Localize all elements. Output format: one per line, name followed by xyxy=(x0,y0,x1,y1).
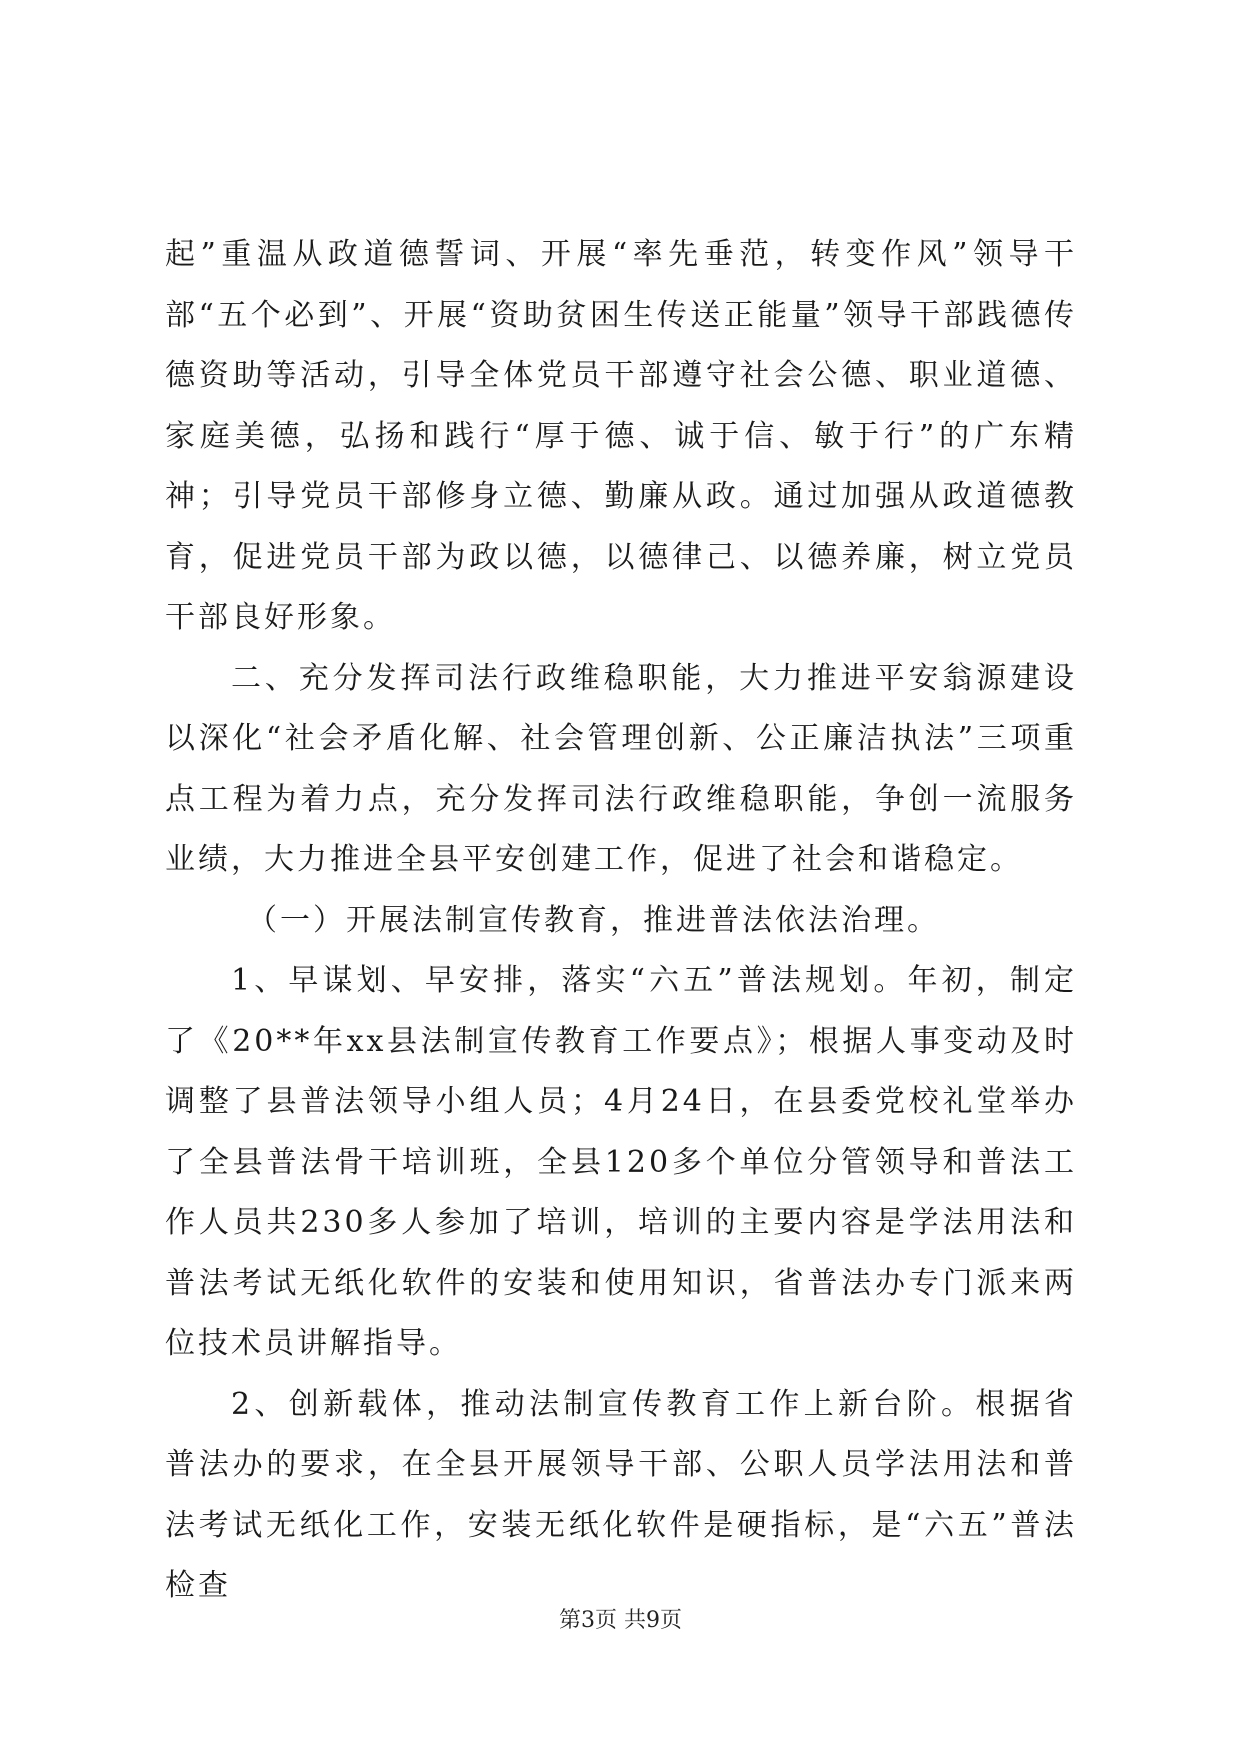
document-body xyxy=(165,225,1077,1617)
paragraph-item-two: 2、创新载体，推动法制宣传教育工作上新台阶。根据省普法办的要求，在全县开展领导干部、公职人员学法用法和普法考试无纸化工作，安装无纸化软件是硬指标，是“六五”普法检查 xyxy=(165,1386,1077,1603)
paragraph-continuation: 起”重温从政道德誓词、开展“率先垂范，转变作风”领导干部“五个必到”、开展“资助贫困生传送正能量”领导干部践德传德资助等活动，引导全体党员干部遵守社会公德、职业道德、家庭美德，弘扬和践行“厚于德、诚于信、敏于行”的广东精神；引导党员干部修身立德、勤廉从政。通过加强从政道德教育，促进党员干部为政以德，以德律己、以德养廉，树立党员干部良好形象。 xyxy=(165,237,1077,635)
paragraph-section-two: 二、充分发挥司法行政维稳职能，大力推进平安翁源建设以深化“社会矛盾化解、社会管理创新、公正廉洁执法”三项重点工程为着力点，充分发挥司法行政维稳职能，争创一流服务业绩，大力推进全县平安创建工作，促进了社会和谐稳定。 xyxy=(165,660,1077,877)
paragraph-item-one: 1、早谋划、早安排，落实“六五”普法规划。年初，制定了《20**年xx县法制宣传教育工作要点》；根据人事变动及时调整了县普法领导小组人员；4月24日，在县委党校礼堂举办了全县普法骨干培训班，全县120多个单位分管领导和普法工作人员共230多人参加了培训，培训的主要内容是学法用法和普法考试无纸化软件的安装和使用知识，省普法办专门派来两位技术员讲解指导。 xyxy=(165,963,1077,1361)
page-number-footer: 第3页 共9页 xyxy=(559,1608,682,1633)
subheading-legal-education: （一）开展法制宣传教育，推进普法依法治理。 xyxy=(247,902,940,938)
